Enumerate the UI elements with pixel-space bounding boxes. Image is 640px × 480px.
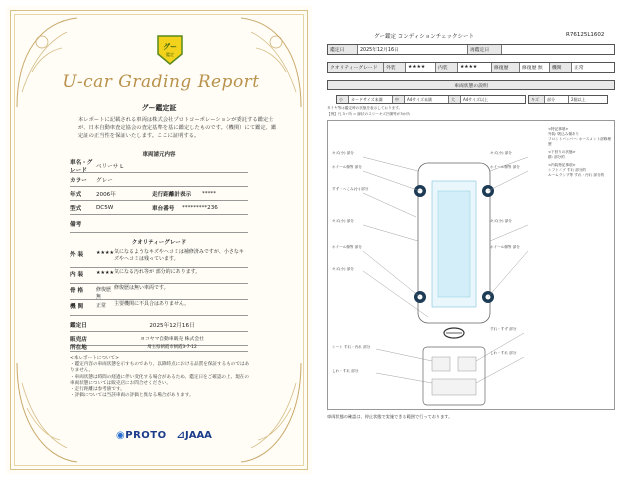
callout: キズ(小) 部分 bbox=[332, 267, 354, 271]
row-value: DC5W bbox=[96, 204, 114, 211]
callout: すず・へこみ(小) 部分 bbox=[332, 187, 369, 191]
quality-section-heading: クオリティーグレード bbox=[131, 240, 187, 246]
exterior-value: ★★★★ bbox=[406, 63, 436, 72]
note-line: ・評価については当該車両の評価と異なる場合があります。 bbox=[70, 393, 194, 399]
quality-stars: 修復歴 無 bbox=[96, 287, 112, 300]
note-line: ・鑑定内容の車両状態を示すものであり、以降時点における品質を保証するものではありません。 bbox=[70, 362, 250, 374]
row-key-2: 車台番号 bbox=[152, 205, 175, 212]
certificate-title: U-car Grading Report bbox=[62, 72, 260, 92]
date-value: 2025年12月16日 bbox=[358, 45, 468, 54]
row-value: ベリーサ L bbox=[96, 163, 124, 170]
callout: キズ(小) 部分 bbox=[332, 219, 354, 223]
row-year bbox=[70, 187, 248, 201]
row-inspection-date bbox=[70, 318, 248, 332]
row-value-2: *********236 bbox=[182, 204, 218, 211]
row-model bbox=[70, 201, 248, 215]
date-table bbox=[327, 44, 615, 55]
certificate-intro: 本レポートに記載される車両は株式会社プロトコーポレーションが委託する鑑定士が、日本自動車査定協会の査定基準を基に鑑定したものです。（機関）にて鑑定、鑑定証の正当性を保証いたします。ここに証明する。 bbox=[78, 117, 277, 139]
interior-label: 内装 bbox=[436, 63, 458, 72]
row-key: 型式 bbox=[70, 205, 82, 212]
legend-small: 小 bbox=[337, 96, 349, 103]
row-key: 所在地 bbox=[70, 344, 87, 351]
row-value: グレー bbox=[96, 177, 113, 184]
date-label: 鑑定日 bbox=[328, 45, 358, 54]
sheet-code: R76125L1602 bbox=[566, 32, 605, 38]
quality-row-engine bbox=[70, 300, 248, 316]
legend-medium: 中 bbox=[393, 96, 405, 103]
callout: ホイール傷等 部分 bbox=[332, 165, 362, 169]
ornament-top-right bbox=[236, 12, 306, 112]
quality-desc: 主要機関に不具合はありません。 bbox=[114, 301, 190, 307]
quality-key: 内 装 bbox=[70, 272, 84, 278]
repair-value: 修復歴 無 bbox=[520, 63, 550, 72]
sheet-footer: 車両状態の確認は、停止状態で実施できる範囲で行っております。 bbox=[327, 414, 453, 419]
legend-partial: 部分 bbox=[545, 96, 569, 103]
dealer-address: 埼玉県朝霞市朝霞3-7-12 bbox=[147, 344, 197, 350]
row-key: カラー bbox=[70, 177, 87, 184]
quality-stars: 正常 bbox=[96, 303, 107, 309]
callout: しわ・すれ 部分 bbox=[332, 369, 359, 373]
certificate-subtitle: グー鑑定証 bbox=[141, 104, 177, 112]
grading-certificate bbox=[6, 6, 312, 474]
legend-multiple: 2個以上 bbox=[571, 96, 586, 102]
row-key-2: 走行距離計表示 bbox=[152, 191, 192, 198]
exterior-label: 外装 bbox=[384, 63, 406, 72]
row-key: 車名・グレード bbox=[70, 159, 93, 174]
sheet-title: グー鑑定 コンディションチェックシート bbox=[374, 34, 475, 40]
grade-table bbox=[327, 62, 615, 73]
engine-label: 機関 bbox=[550, 63, 572, 72]
goo-badge-icon bbox=[156, 34, 184, 66]
expiry-label: 再鑑定日 bbox=[468, 45, 502, 54]
quality-key: 機 関 bbox=[70, 304, 84, 310]
callout: ホイール傷等 部分 bbox=[332, 245, 362, 249]
vehicle-diagram bbox=[327, 120, 615, 410]
row-key: 備考 bbox=[70, 221, 82, 228]
jaaa-logo: ⊿JAAA bbox=[176, 430, 212, 441]
row-key: 鑑定日 bbox=[70, 322, 87, 329]
quality-key: 骨 格 bbox=[70, 288, 84, 294]
legend-mark: キズ bbox=[529, 96, 545, 103]
row-name-grade bbox=[70, 159, 248, 173]
callout: キズ(小) 部分 bbox=[490, 219, 512, 223]
legend-medium-desc: A4サイズ未満 bbox=[405, 96, 449, 103]
svg-text:鑑定: 鑑定 bbox=[166, 52, 174, 57]
callout: キズ(小) 部分 bbox=[490, 151, 512, 155]
logo-bar bbox=[116, 430, 236, 441]
quality-key: 外 装 bbox=[70, 252, 84, 258]
callout: すれ・すず 部分 bbox=[490, 327, 517, 331]
dealer-name: ヨコヤマ自動車販売 株式会社 bbox=[140, 337, 204, 342]
row-key: 年式 bbox=[70, 191, 82, 198]
callout: シート すれ・汚れ 部分 bbox=[332, 345, 371, 349]
quality-desc: 修復歴は無い車両です。 bbox=[114, 285, 169, 291]
callout: ホイール傷等 部分 bbox=[490, 165, 520, 169]
inspection-date: 2025年12月16日 bbox=[149, 322, 195, 329]
expiry-value bbox=[502, 45, 614, 54]
quality-stars: ★★★★ bbox=[96, 250, 114, 256]
row-value-2: ***** bbox=[202, 190, 216, 197]
ornament-top-left bbox=[12, 12, 82, 112]
report-notes bbox=[70, 356, 252, 399]
legend-size bbox=[336, 95, 526, 104]
grade-label: クオリティーグレード bbox=[328, 63, 384, 72]
callout: しわ・すれ 部分 bbox=[490, 351, 517, 355]
repair-label: 修復歴 bbox=[492, 63, 520, 72]
svg-text:グー: グー bbox=[163, 43, 177, 51]
quality-row-interior bbox=[70, 268, 248, 284]
engine-value: 正常 bbox=[574, 66, 584, 71]
interior-value: ★★★★ bbox=[458, 63, 492, 72]
quality-desc: 気になるようなキズやヘコミは補修済みですが、小さなキズやヘコミは残っています。 bbox=[114, 249, 244, 262]
state-title: 車両状態の説明 bbox=[327, 80, 615, 90]
quality-stars: ★★★★ bbox=[96, 270, 114, 276]
callout: ホイール傷等 部分 bbox=[490, 245, 520, 249]
legend-large: 大 bbox=[449, 96, 461, 103]
caption-top: タイヤ等は鑑定時の状態を表示しております。 bbox=[327, 106, 403, 110]
row-key: 販売店 bbox=[70, 336, 87, 343]
legend-large-desc: A4サイズ以上 bbox=[463, 96, 488, 102]
quality-row-exterior bbox=[70, 248, 248, 268]
quality-row-frame bbox=[70, 284, 248, 300]
row-color bbox=[70, 173, 248, 187]
caption-bottom: 【例】凡 3ヶ所 = 線状のスリーキズ凹傷等が3か所 bbox=[327, 112, 410, 116]
note-line: ・車両状態は時間の経過に伴い変化する場合があるため、鑑定日をご確認の上、現在の車両状態については販売店にお問合せください。 bbox=[70, 374, 249, 386]
special-notes: <特記事項> 外装: 吸込み傷あり フロントバンパー: ホースメント部修理歴 <下回りの状態> 錆: 部分的 <内装特記事項> シフトノブ すれ 部分的 ルームランプ等 すれ・汚れ 部分的 bbox=[548, 127, 611, 177]
row-address bbox=[70, 342, 248, 352]
row-value: 2006年 bbox=[96, 191, 116, 198]
vehicle-section-heading: 車両請元内容 bbox=[142, 152, 176, 158]
note-line: <本レポートについて> bbox=[70, 356, 119, 361]
legend-count bbox=[528, 95, 608, 104]
proto-logo: ◉PROTO bbox=[116, 430, 167, 441]
quality-desc: 気になる汚れ等が 部分的にあります。 bbox=[114, 269, 201, 275]
note-line: ・走行距離は参考値です。 bbox=[70, 387, 125, 393]
legend-small-desc: カードサイズ未満 bbox=[349, 96, 393, 103]
row-remarks bbox=[70, 215, 248, 233]
callout: キズ(小) 部分 bbox=[332, 151, 354, 155]
